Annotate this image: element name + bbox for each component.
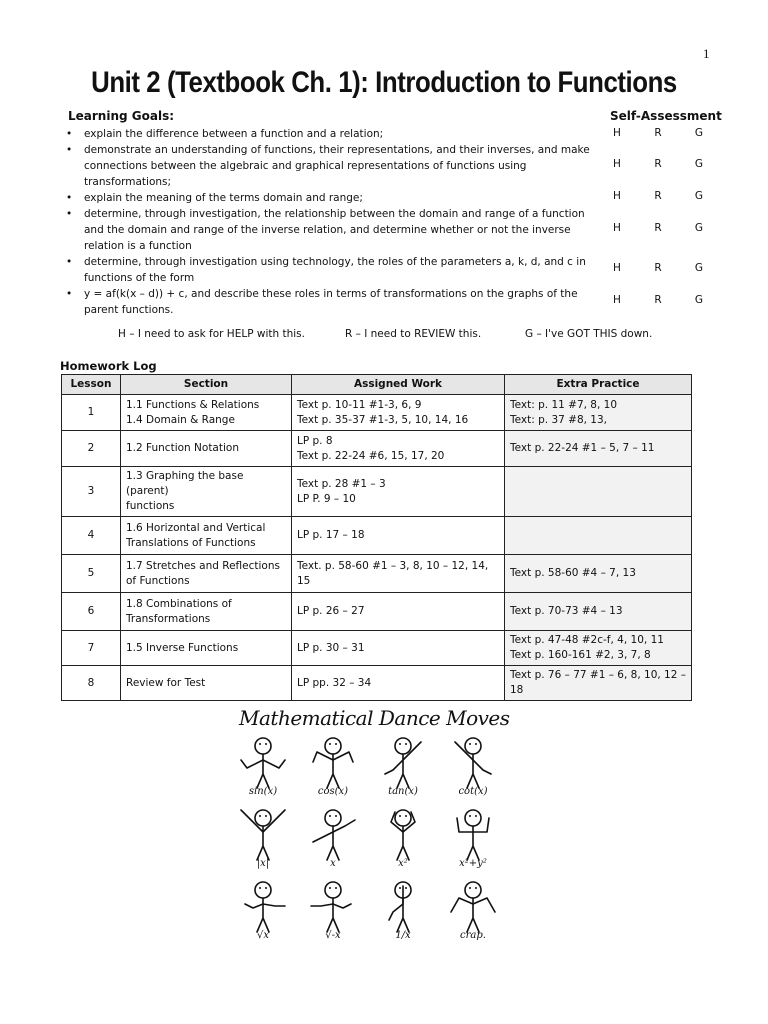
learning-goal xyxy=(66,254,596,286)
figure-label: crap. xyxy=(460,930,486,941)
legend-help: H – I need to ask for HELP with this. xyxy=(118,328,305,340)
column-header: Assigned Work xyxy=(292,375,505,395)
cell-lesson xyxy=(62,395,121,431)
cell-line: 3 xyxy=(87,485,95,497)
learning-goal xyxy=(66,126,596,142)
dance-moves-cartoon xyxy=(233,706,513,952)
cell-section xyxy=(121,666,292,701)
cell-section xyxy=(121,631,292,666)
rating-g[interactable]: G xyxy=(694,158,704,170)
stick-figure xyxy=(303,878,363,948)
bullet-icon: • xyxy=(66,208,73,220)
cell-line: LP p. 30 – 31 xyxy=(297,641,365,654)
figure-label: 1/x xyxy=(395,930,411,941)
stick-figure-icon xyxy=(443,806,503,864)
cell-line: Text p. 47-48 #2c-f, 4, 10, 11 xyxy=(510,634,664,646)
rating-h[interactable]: H xyxy=(613,294,621,306)
rating-h[interactable]: H xyxy=(613,222,621,234)
bullet-icon: • xyxy=(66,256,73,268)
cell-line: of Functions xyxy=(126,574,190,587)
rating-r[interactable]: R xyxy=(654,127,662,139)
self-assessment-options xyxy=(606,222,710,234)
cell-assigned xyxy=(292,631,505,666)
self-assessment-options xyxy=(606,127,710,139)
rating-g[interactable]: G xyxy=(694,222,704,234)
figure-label: |x| xyxy=(256,858,270,869)
rating-h[interactable]: H xyxy=(613,262,621,274)
cell-assigned xyxy=(292,517,505,555)
rating-h[interactable]: H xyxy=(613,190,621,202)
stick-figure-icon xyxy=(443,734,503,792)
column-header: Lesson xyxy=(62,375,121,395)
self-assessment-options xyxy=(606,262,710,274)
cell-line: functions xyxy=(126,500,175,512)
bullet-icon: • xyxy=(66,192,73,204)
stick-figure-icon xyxy=(443,878,503,936)
cell-line: Text p. 76 – 77 #1 – 6, 8, 10, 12 – xyxy=(510,669,686,681)
column-header: Extra Practice xyxy=(505,375,692,395)
cell-line: LP p. 17 – 18 xyxy=(297,529,365,541)
cell-extra xyxy=(505,631,692,666)
stick-figure-icon xyxy=(303,878,363,936)
bullet-icon: • xyxy=(66,144,73,156)
rating-g[interactable]: G xyxy=(694,127,704,139)
stick-figure-icon xyxy=(233,878,293,936)
cell-lesson xyxy=(62,555,121,593)
learning-goal xyxy=(66,142,596,190)
table-row xyxy=(62,431,692,467)
cell-assigned xyxy=(292,666,505,701)
cell-lesson xyxy=(62,593,121,631)
stick-figure xyxy=(233,734,293,804)
cell-line: 1.7 Stretches and Reflections xyxy=(126,559,280,572)
stick-figure-icon xyxy=(373,734,433,792)
self-assessment-options xyxy=(606,158,710,170)
stick-figure xyxy=(373,878,433,948)
cell-line: 5 xyxy=(87,567,95,579)
figure-label: sin(x) xyxy=(248,786,278,797)
cartoon-title: Mathematical Dance Moves xyxy=(239,706,510,730)
cell-line: Text. p. 58-60 #1 – 3, 8, 10 – 12, 14, 15 xyxy=(297,559,489,587)
learning-goal-text: explain the difference between a function and a relation; xyxy=(84,128,384,140)
cell-section xyxy=(121,467,292,517)
figure-label: x² xyxy=(398,858,408,869)
figure-label: √-x xyxy=(325,930,341,941)
stick-figure xyxy=(373,734,433,804)
stick-figure-icon xyxy=(373,806,433,864)
learning-goal-text: determine, through investigation, the relationship between the domain and range of a function and the domain and range of the inverse relation, and determine whether or not the inverse relation is a function xyxy=(84,208,585,252)
cell-line: 1.8 Combinations of xyxy=(126,597,232,610)
stick-figure xyxy=(233,806,293,876)
cell-line: LP P. 9 – 10 xyxy=(297,492,356,505)
cell-line: Text p. 10-11 #1-3, 6, 9 xyxy=(297,398,422,411)
stick-figure xyxy=(303,806,363,876)
learning-goal-text: y = af(k(x – d)) + c, and describe these roles in terms of transformations on the graphs of the parent functions. xyxy=(84,288,578,316)
cell-line: Text p. 28 #1 – 3 xyxy=(297,477,386,490)
cell-line: 1.5 Inverse Functions xyxy=(126,641,239,654)
cell-line: Review for Test xyxy=(126,676,206,689)
cell-section xyxy=(121,555,292,593)
cell-assigned xyxy=(292,555,505,593)
learning-goal xyxy=(66,190,596,206)
cell-line: 4 xyxy=(87,529,95,541)
figure-label: tan(x) xyxy=(388,786,418,797)
stick-figure xyxy=(443,734,503,804)
cell-extra xyxy=(505,431,692,467)
cell-line: Transformations xyxy=(126,612,211,625)
figure-label: x²+y² xyxy=(459,858,487,869)
stick-figure xyxy=(303,734,363,804)
rating-g[interactable]: G xyxy=(694,190,704,202)
bullet-icon: • xyxy=(66,288,73,300)
learning-goal-text: demonstrate an understanding of functions, their representations, and their inverses, and make connections between the algebraic and graphical representations of functions using transformations; xyxy=(84,144,590,188)
table-row xyxy=(62,631,692,666)
cell-lesson xyxy=(62,467,121,517)
homework-log-heading: Homework Log xyxy=(60,359,157,373)
column-header: Section xyxy=(121,375,292,395)
cell-extra xyxy=(505,593,692,631)
cell-extra xyxy=(505,517,692,555)
learning-goal xyxy=(66,206,596,254)
rating-h[interactable]: H xyxy=(613,158,621,170)
learning-goal-text: explain the meaning of the terms domain and range; xyxy=(84,192,363,204)
cell-section xyxy=(121,593,292,631)
rating-r[interactable]: R xyxy=(654,294,662,306)
learning-goal-text: determine, through investigation using technology, the roles of the parameters a, k, d, and c in functions of the form xyxy=(84,256,586,284)
self-assessment-options xyxy=(606,190,710,202)
table-row xyxy=(62,666,692,701)
rating-h[interactable]: H xyxy=(613,127,621,139)
learning-goals-heading: Learning Goals: xyxy=(68,109,175,123)
rating-r[interactable]: R xyxy=(654,222,662,234)
learning-goal xyxy=(66,286,596,318)
figure-label: √x xyxy=(256,930,269,941)
cell-assigned xyxy=(292,593,505,631)
cell-assigned xyxy=(292,431,505,467)
cell-extra xyxy=(505,555,692,593)
cell-line: 1.1 Functions & Relations xyxy=(126,398,260,411)
stick-figure xyxy=(443,878,503,948)
stick-figure-icon xyxy=(233,806,293,864)
bullet-icon: • xyxy=(66,128,73,140)
cell-lesson xyxy=(62,517,121,555)
cell-lesson xyxy=(62,431,121,467)
cell-line: Text: p. 37 #8, 13, xyxy=(510,413,608,426)
cell-line: Text p. 160-161 #2, 3, 7, 8 xyxy=(510,649,651,661)
cell-line: 7 xyxy=(87,641,95,654)
homework-log-table xyxy=(61,374,692,701)
cell-line: 18 xyxy=(510,684,524,696)
cell-line: Translations of Functions xyxy=(126,536,256,549)
stick-figure-icon xyxy=(233,734,293,792)
rating-r[interactable]: R xyxy=(654,190,662,202)
cell-extra xyxy=(505,666,692,701)
rating-r[interactable]: R xyxy=(654,158,662,170)
cell-extra xyxy=(505,395,692,431)
figure-label: x xyxy=(330,858,336,869)
cell-line: LP p. 26 – 27 xyxy=(297,605,365,617)
cell-lesson xyxy=(62,666,121,701)
rating-r[interactable]: R xyxy=(654,262,662,274)
stick-figure xyxy=(233,878,293,948)
cell-line: 8 xyxy=(87,676,95,689)
cell-section xyxy=(121,517,292,555)
rating-g[interactable]: G xyxy=(694,262,704,274)
cell-line: 2 xyxy=(87,442,95,454)
stick-figure-icon xyxy=(373,878,433,936)
table-row xyxy=(62,467,692,517)
self-assessment-options xyxy=(606,294,710,306)
cell-section xyxy=(121,395,292,431)
table-row xyxy=(62,555,692,593)
cell-line: 1 xyxy=(87,406,95,418)
cell-line: 1.2 Function Notation xyxy=(126,442,239,454)
table-row xyxy=(62,395,692,431)
cell-lesson xyxy=(62,631,121,666)
stick-figure-icon xyxy=(303,734,363,792)
stick-figure xyxy=(373,806,433,876)
cell-line: Text p. 35-37 #1-3, 5, 10, 14, 16 xyxy=(297,413,469,426)
cell-line: 1.3 Graphing the base (parent) xyxy=(126,470,244,497)
table-header-row xyxy=(62,375,692,395)
page-title: Unit 2 (Textbook Ch. 1): Introduction to Functions xyxy=(91,66,677,99)
cell-section xyxy=(121,431,292,467)
figure-label: cot(x) xyxy=(458,786,488,797)
table-row xyxy=(62,593,692,631)
cell-assigned xyxy=(292,395,505,431)
self-assessment-heading: Self-Assessment xyxy=(610,109,722,123)
cell-line: LP p. 8 xyxy=(297,434,333,447)
cell-line: 6 xyxy=(87,605,95,617)
cell-line: LP pp. 32 – 34 xyxy=(297,676,372,689)
cell-line: 1.6 Horizontal and Vertical xyxy=(126,521,266,534)
cell-line: Text p. 70-73 #4 – 13 xyxy=(510,605,623,617)
legend-review: R – I need to REVIEW this. xyxy=(345,328,482,340)
figure-label: cos(x) xyxy=(317,786,349,797)
cell-line: Text: p. 11 #7, 8, 10 xyxy=(510,398,618,411)
cell-line: 1.4 Domain & Range xyxy=(126,413,235,426)
cell-line: Text p. 58-60 #4 – 7, 13 xyxy=(510,567,636,579)
stick-figure xyxy=(443,806,503,876)
rating-g[interactable]: G xyxy=(694,294,704,306)
table-row xyxy=(62,517,692,555)
page-number: 1 xyxy=(703,46,710,61)
stick-figure-icon xyxy=(303,806,363,864)
legend-got-it: G – I've GOT THIS down. xyxy=(525,328,653,340)
cell-line: Text p. 22-24 #1 – 5, 7 – 11 xyxy=(510,442,655,454)
cell-line: Text p. 22-24 #6, 15, 17, 20 xyxy=(297,449,445,462)
cell-assigned xyxy=(292,467,505,517)
cell-extra xyxy=(505,467,692,517)
